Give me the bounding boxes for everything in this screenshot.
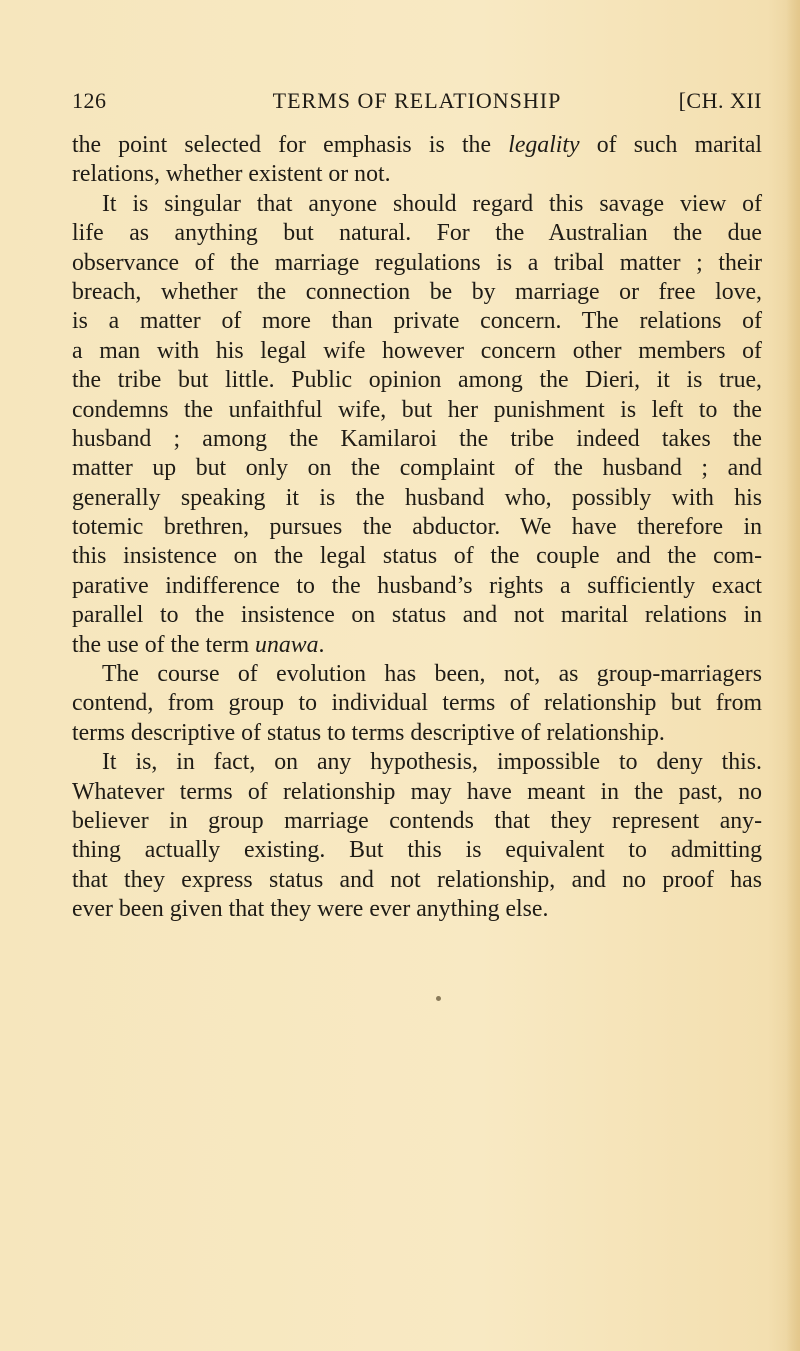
text-line: relations, whether existent or not.	[72, 161, 391, 188]
text-line: observance of the marriage regulations is a tribal matter ; their	[72, 249, 762, 276]
text-line: matter up but only on the complaint of the husband ; and	[72, 455, 762, 482]
text-line: is a matter of more than private concern. The relations of	[72, 308, 762, 335]
text-line: parallel to the insistence on status and not marital relations in	[72, 602, 762, 629]
text-line: the use of the term unawa.	[72, 631, 325, 658]
running-head	[72, 88, 762, 122]
text-line: that they express status and not relationship, and no proof has	[72, 866, 762, 893]
text-line: totemic brethren, pursues the abductor. We have therefore in	[72, 514, 762, 541]
text-line: believer in group marriage contends that they represent any-	[72, 807, 762, 834]
text-line: parative indifference to the husband’s rights a sufficiently exact	[72, 572, 762, 599]
text-line: condemns the unfaithful wife, but her punishment is left to the	[72, 396, 762, 423]
text-line: the tribe but little. Public opinion among the Dieri, it is true,	[72, 367, 762, 394]
ink-dot	[436, 996, 441, 1001]
body-text	[72, 131, 762, 925]
text-line: It is singular that anyone should regard this savage view of	[102, 190, 762, 217]
text-line: The course of evolution has been, not, as group-marriagers	[102, 661, 762, 688]
text-line: a man with his legal wife however concern other members of	[72, 337, 762, 364]
text-line: thing actually existing. But this is equivalent to admitting	[72, 837, 762, 864]
text-line: It is, in fact, on any hypothesis, impossible to deny this.	[102, 749, 762, 776]
chapter-reference: [CH. XII	[678, 88, 762, 113]
text-line: ever been given that they were ever anything else.	[72, 896, 549, 923]
text-line: generally speaking it is the husband who, possibly with his	[72, 484, 762, 511]
text-line: Whatever terms of relationship may have meant in the past, no	[72, 778, 762, 805]
page-number: 126	[72, 88, 107, 113]
text-line: this insistence on the legal status of the couple and the com-	[72, 543, 762, 570]
running-title: TERMS OF RELATIONSHIP	[272, 88, 562, 113]
text-line: husband ; among the Kamilaroi the tribe indeed takes the	[72, 425, 762, 452]
text-line: life as anything but natural. For the Australian the due	[72, 220, 762, 247]
text-line: contend, from group to individual terms of relationship but from	[72, 690, 762, 717]
text-line: the point selected for emphasis is the legality of such marital	[72, 132, 762, 158]
page-edge-shadow	[786, 0, 800, 1351]
text-line: breach, whether the connection be by marriage or free love,	[72, 278, 762, 305]
text-line: terms descriptive of status to terms descriptive of relationship.	[72, 719, 665, 746]
